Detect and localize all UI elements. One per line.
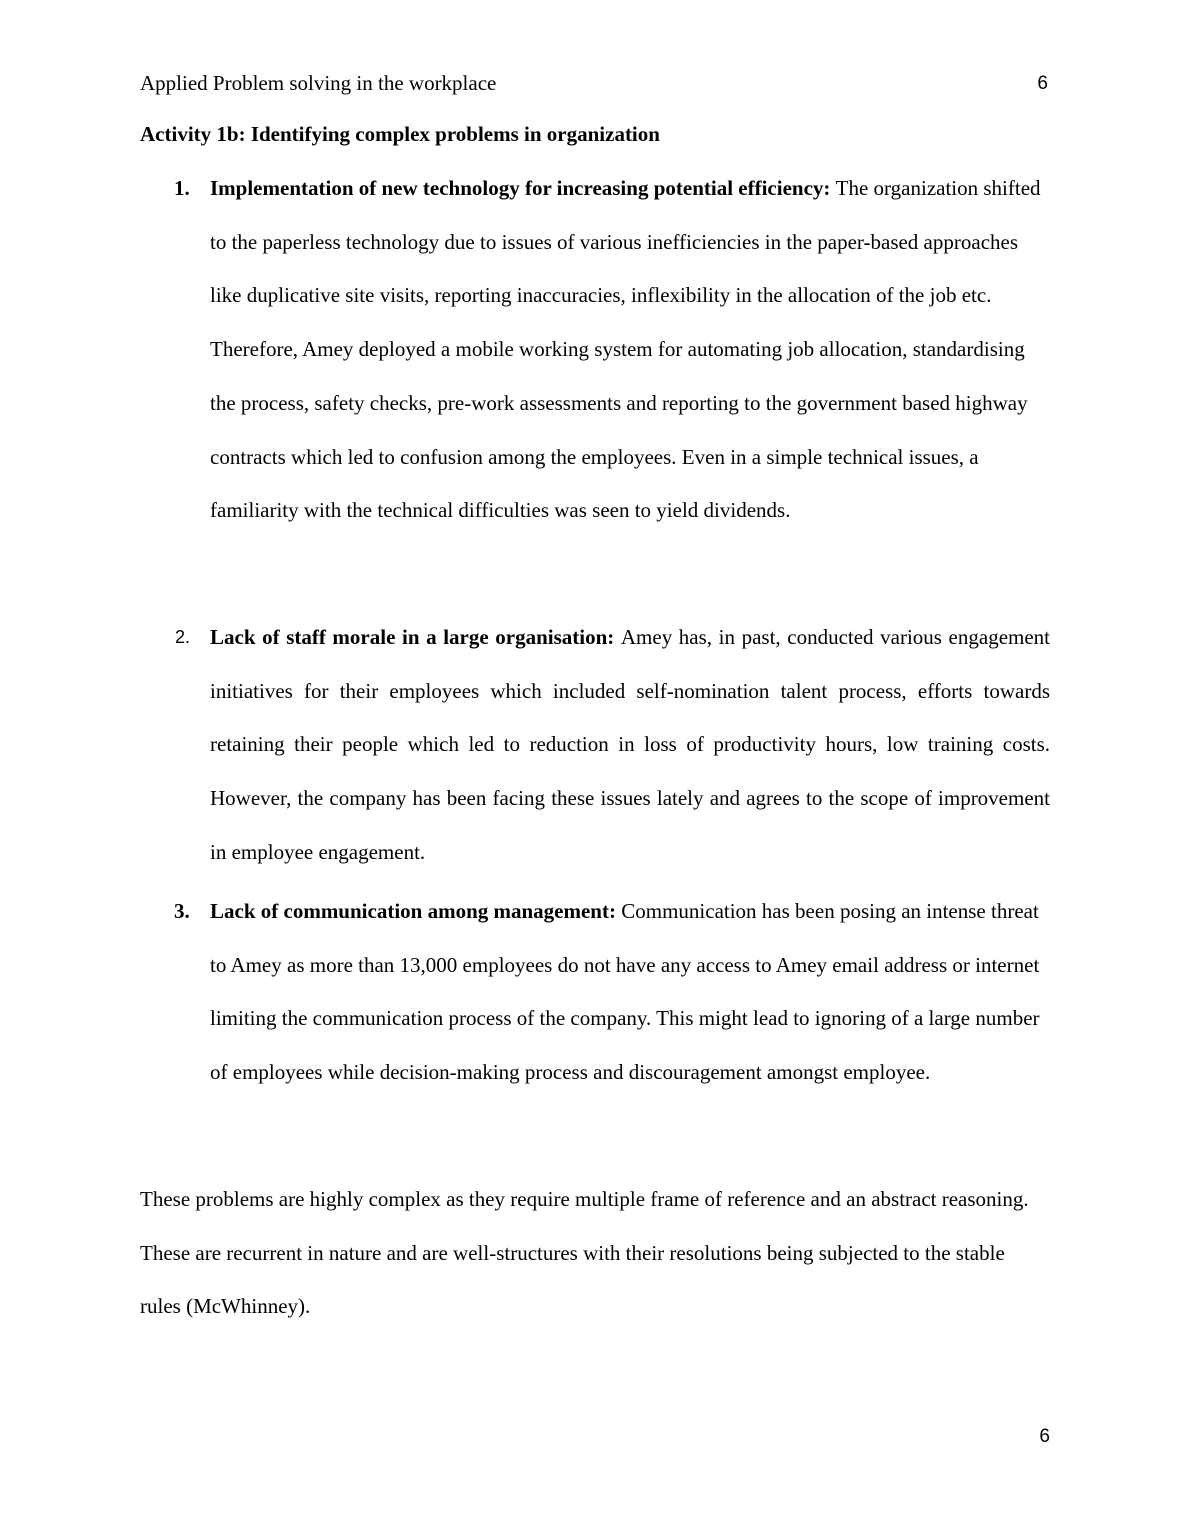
list-item-number: 3. [174,899,190,923]
header-page-number: 6 [1037,73,1048,94]
list-item-2 [175,611,1051,880]
list-item-body: Communication has been posing an intense threat to Amey as more than 13,000 employees do not have any access to Amey email address or internet limiting the communication process of the company. This might lead to ignoring of a large number of employees while decision-making process and discouragement amongst employee. [210,899,1040,1085]
list-item-3 [174,885,1050,1100]
running-head: Applied Problem solving in the workplace [140,71,497,95]
list-item-lead: Implementation of new technology for increasing potential efficiency: [210,176,836,200]
list-item-number: 2. [175,627,191,647]
list-item-lead: Lack of staff morale in a large organisation: [210,625,621,649]
list-item-lead: Lack of communication among management: [210,899,622,923]
activity-heading: Activity 1b: Identifying complex problems in organization [140,122,660,146]
list-item-body: Amey has, in past, conducted various engagement initiatives for their employees which included self-nomination talent process, efforts towards retaining their people which led to reduction in loss of productivity hours, low training costs. However, the company has been facing these issues lately and agrees to the scope of improvement in employee engagement. [210,625,1051,864]
list-item-number: 1. [174,176,190,200]
list-item-1 [174,162,1050,538]
footer-page-number: 6 [1039,1426,1050,1447]
conclusion-paragraph: These problems are highly complex as they require multiple frame of reference and an abstract reasoning. These are recurrent in nature and are well-structures with their resolutions being subjected to the stable rules (McWhinney). [140,1187,1029,1319]
list-item-body: The organization shifted to the paperless technology due to issues of various inefficiencies in the paper-based approaches like duplicative site visits, reporting inaccuracies, inflexibility in the allocation of the job etc. Therefore, Amey deployed a mobile working system for automating job allocation, standardising the process, safety checks, pre-work assessments and reporting to the government based highway contracts which led to confusion among the employees. Even in a simple technical issues, a familiarity with the technical difficulties was seen to yield dividends. [210,176,1041,523]
